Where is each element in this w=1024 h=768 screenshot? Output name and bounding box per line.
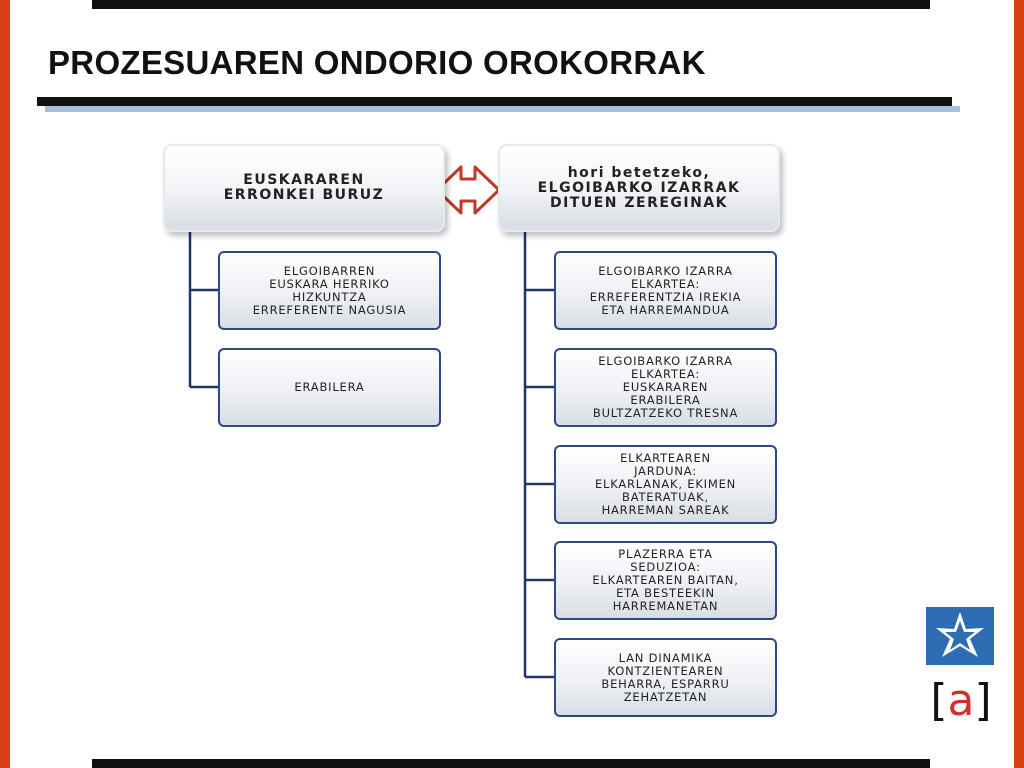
left-item-box — [218, 348, 441, 427]
right-item-box — [554, 638, 777, 717]
right-item-box — [554, 445, 777, 524]
right-item-box — [554, 541, 777, 620]
right-item-text: ELKARTEAREN JARDUNA: ELKARLANAK, EKIMEN BATERATUAK, HARREMAN SAREAK — [594, 451, 737, 517]
right-item-box — [554, 348, 777, 427]
left-item-text: ELGOIBARREN EUSKARA HERRIKO HIZKUNTZA ERREFERENTE NAGUSIA — [252, 263, 407, 317]
right-header-box — [498, 144, 780, 232]
right-item-text: ELGOIBARKO IZARRA ELKARTEA: ERREFERENTZIA IREKIA ETA HARREMANDUA — [589, 263, 742, 317]
left-header-text: EUSKARAREN ERRONKEI BURUZ — [223, 172, 385, 203]
slide-title: PROZESUAREN ONDORIO OROKORRAK — [48, 44, 706, 81]
right-item-text: PLAZERRA ETA SEDUZIOA: ELKARTEAREN BAITAN, ETA BESTEEKIN HARREMANETAN — [592, 547, 739, 613]
double-arrow-icon — [437, 167, 499, 213]
left-item-box — [218, 251, 441, 330]
left-header-box — [163, 144, 445, 232]
right-item-box — [554, 251, 777, 330]
right-header-text: hori betetzeko, ELGOIBARKO IZARRAK DITUEN ZEREGINAK — [537, 164, 741, 211]
logo-letter: a — [947, 675, 975, 726]
logo-bracket-open: [ — [930, 675, 948, 726]
star-logo-icon — [926, 607, 994, 665]
logo-bracket-close: ] — [974, 675, 992, 726]
left-item-text: ERABILERA — [294, 380, 365, 394]
a-logo-icon — [925, 673, 997, 735]
right-item-text: ELGOIBARKO IZARRA ELKARTEA: EUSKARAREN ERABILERA BULTZATZEKO TRESNA — [592, 354, 739, 420]
right-item-text: LAN DINAMIKA KONTZIENTEAREN BEHARRA, ESPARRU ZEHATZETAN — [601, 650, 730, 704]
